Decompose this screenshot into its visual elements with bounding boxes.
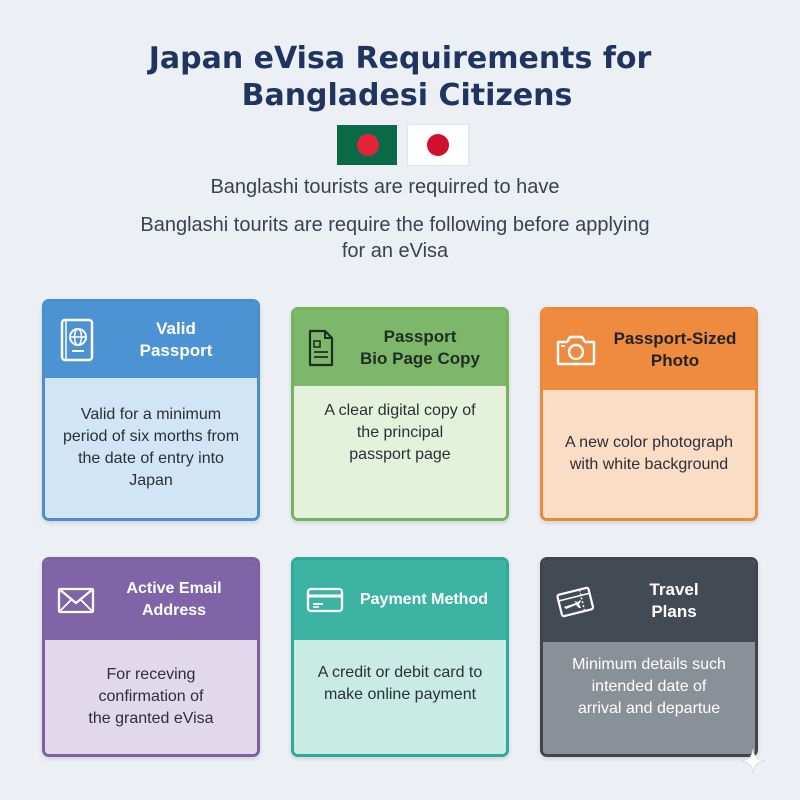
desc-line: Valid for a minimum [80,406,222,423]
desc-line: the granted eVisa [88,710,214,727]
desc-line: confirmation of [98,688,204,705]
card-title-line-1: Active Email Address [126,580,222,619]
sparkle-icon [740,748,766,774]
intro-line-2: for an eVisa [341,240,449,262]
card-header [543,310,755,390]
japan-flag-icon [408,125,468,165]
card-passport-sized-photo [540,307,758,521]
document-icon [306,328,336,368]
desc-line: make online payment [323,686,477,703]
desc-line: the principal [356,424,444,441]
intro-text [0,212,790,264]
card-header [543,560,755,642]
desc-line: A credit or debit card to [317,664,483,681]
desc-line: passport page [349,446,451,463]
card-passport-bio-page-copy [291,307,509,521]
flags-row [0,125,800,165]
intro-line-1: Banglashi tourits are require the following before applying [140,214,650,236]
page-title [0,40,800,114]
card-description [543,390,755,518]
passport-icon [57,317,97,363]
title-line-1: Japan eVisa Requirements for [148,41,652,76]
desc-line: period of six morths from [62,428,240,445]
card-description [543,642,755,754]
card-title-line-1: Valid [156,319,196,338]
card-title-line-2: Passport [139,341,213,360]
card-header [294,560,506,640]
card-title-line-2: Photo [650,351,700,370]
card-description [45,640,257,754]
card-title-line-1: Payment Method [359,591,488,608]
card-title-line-2: Plans [651,602,697,621]
desc-line: with white background [569,456,729,473]
desc-line: intended date of [591,678,707,695]
card-active-email-address [42,557,260,757]
card-title-line-2: Bio Page Copy [360,349,480,368]
envelope-icon [57,586,95,614]
desc-line: A new color photograph [564,434,734,451]
desc-line: For receving [106,666,196,683]
card-header [294,310,506,386]
desc-line: A clear digital copy of [324,402,476,419]
card-payment-method [291,557,509,757]
card-valid-passport [42,299,260,521]
card-header [45,560,257,640]
card-description [45,378,257,518]
subtitle: Banglashi tourists are requirred to have [210,176,560,198]
plane-ticket-icon [555,581,595,621]
camera-icon [555,333,597,367]
card-description [294,386,506,518]
bangladesh-flag-icon [337,125,397,165]
desc-line: Minimum details such [572,656,726,673]
card-header [45,302,257,378]
title-line-2: Bangladesi Citizens [241,78,573,113]
card-title-line-1: Passport-Sized [613,329,737,348]
desc-line: the date of entry into [78,450,224,467]
card-travel-plans [540,557,758,757]
card-title-line-1: Travel [649,580,699,599]
card-description [294,640,506,754]
desc-line: arrival and departue [577,700,721,717]
desc-line: Japan [129,472,173,489]
credit-card-icon [306,586,344,614]
card-title-line-1: Passport [383,327,457,346]
